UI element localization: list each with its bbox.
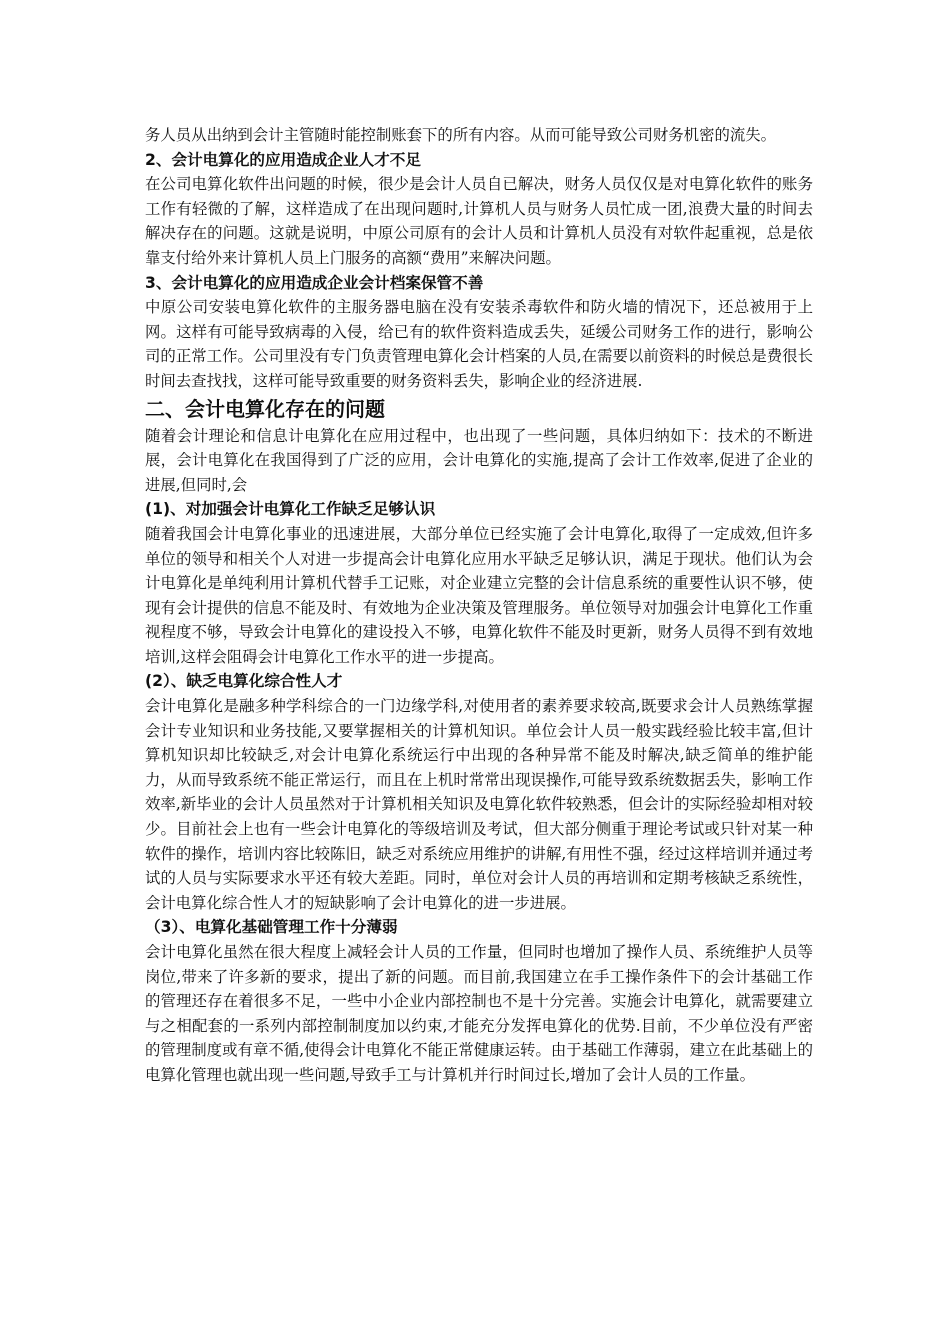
paragraph: 会计电算化虽然在很大程度上减轻会计人员的工作量，但同时也增加了操作人员、系统维护人员等岗位,带来了许多新的要求，提出了新的问题。而目前,我国建立在手工操作条件下的会计基础工作的管理还存在着很多不足，一些中小企业内部控制也不是十分完善。实施会计电算化，就需要建立与之相配套的一系列内部控制制度加以约束,才能充分发挥电算化的优势.目前，不少单位没有严密的管理制度或有章不循,使得会计电算化不能正常健康运转。由于基础工作薄弱，建立在此基础上的电算化管理也就出现一些问题,导致手工与计算机并行时间过长,增加了会计人员的工作量。	[145, 943, 813, 1084]
subsection-heading: (2）、缺乏电算化综合性人才	[145, 672, 343, 691]
paragraph: 随着我国会计电算化事业的迅速进展，大部分单位已经实施了会计电算化,取得了一定成效,但许多单位的领导和相关个人对进一步提高会计电算化应用水平缺乏足够认识，满足于现状。他们认为会计电算化是单纯利用计算机代替手工记账，对企业建立完整的会计信息系统的重要性认识不够，使现有会计提供的信息不能及时、有效地为企业决策及管理服务。单位领导对加强会计电算化工作重视程度不够，导致会计电算化的建设投入不够，电算化软件不能及时更新，财务人员得不到有效地培训,这样会阻碍会计电算化工作水平的进一步提高。	[145, 524, 813, 666]
subsection-heading: 3、会计电算化的应用造成企业会计档案保管不善	[145, 273, 484, 292]
paragraph: 会计电算化是融多种学科综合的一门边缘学科,对使用者的素养要求较高,既要求会计人员熟练掌握会计专业知识和业务技能,又要掌握相关的计算机知识。单位会计人员一般实践经验比较丰富,但计算机知识却比较缺乏,对会计电算化系统运行中出现的各种异常不能及时解决,缺乏简单的维护能力，从而导致系统不能正常运行，而且在上机时常常出现误操作,可能导致系统数据丢失，影响工作效率,新毕业的会计人员虽然对于计算机相关知识及电算化软件较熟悉，但会计的实际经验却相对较少。目前社会上也有一些会计电算化的等级培训及考试，但大部分侧重于理论考试或只针对某一种软件的操作，培训内容比较陈旧，缺乏对系统应用维护的讲解,有用性不强，经过这样培训并通过考试的人员与实际要求水平还有较大差距。同时，单位对会计人员的再培训和定期考核缺乏系统性，会计电算化综合性人才的短缺影响了会计电算化的进一步进展。	[145, 697, 813, 912]
paragraph: 务人员从出纳到会计主管随时能控制账套下的所有内容。从而可能导致公司财务机密的流失。	[145, 126, 777, 144]
subsection-heading: (1)、对加强会计电算化工作缺乏足够认识	[145, 500, 436, 519]
paragraph: 随着会计理论和信息计电算化在应用过程中，也出现了一些问题，具体归纳如下：技术的不断进展，会计电算化在我国得到了广泛的应用，会计电算化的实施,提高了会计工作效率,促进了企业的进展,但同时,会	[145, 426, 813, 494]
subsection-heading: （3）、电算化基础管理工作十分薄弱	[145, 918, 398, 937]
subsection-heading: 2、会计电算化的应用造成企业人才不足	[145, 150, 421, 169]
section-heading: 二、会计电算化存在的问题	[145, 396, 385, 421]
document-page	[145, 123, 813, 1088]
paragraph: 中原公司安装电算化软件的主服务器电脑在没有安装杀毒软件和防火墙的情况下，还总被用于上网。这样有可能导致病毒的入侵，给已有的软件资料造成丢失，延缓公司财务工作的进行，影响公司的正常工作。公司里没有专门负责管理电算化会计档案的人员,在需要以前资料的时候总是费很长时间去查找找，这样可能导致重要的财务资料丢失，影响企业的经济进展.	[145, 298, 813, 390]
paragraph: 在公司电算化软件出问题的时候，很少是会计人员自已解决，财务人员仅仅是对电算化软件的账务工作有轻微的了解，这样造成了在出现问题时,计算机人员与财务人员忙成一团,浪费大量的时间去解决存在的问题。这就是说明，中原公司原有的会计人员和计算机人员没有对软件起重视，总是依靠支付给外来计算机人员上门服务的高额“费用”来解决问题。	[145, 175, 813, 267]
